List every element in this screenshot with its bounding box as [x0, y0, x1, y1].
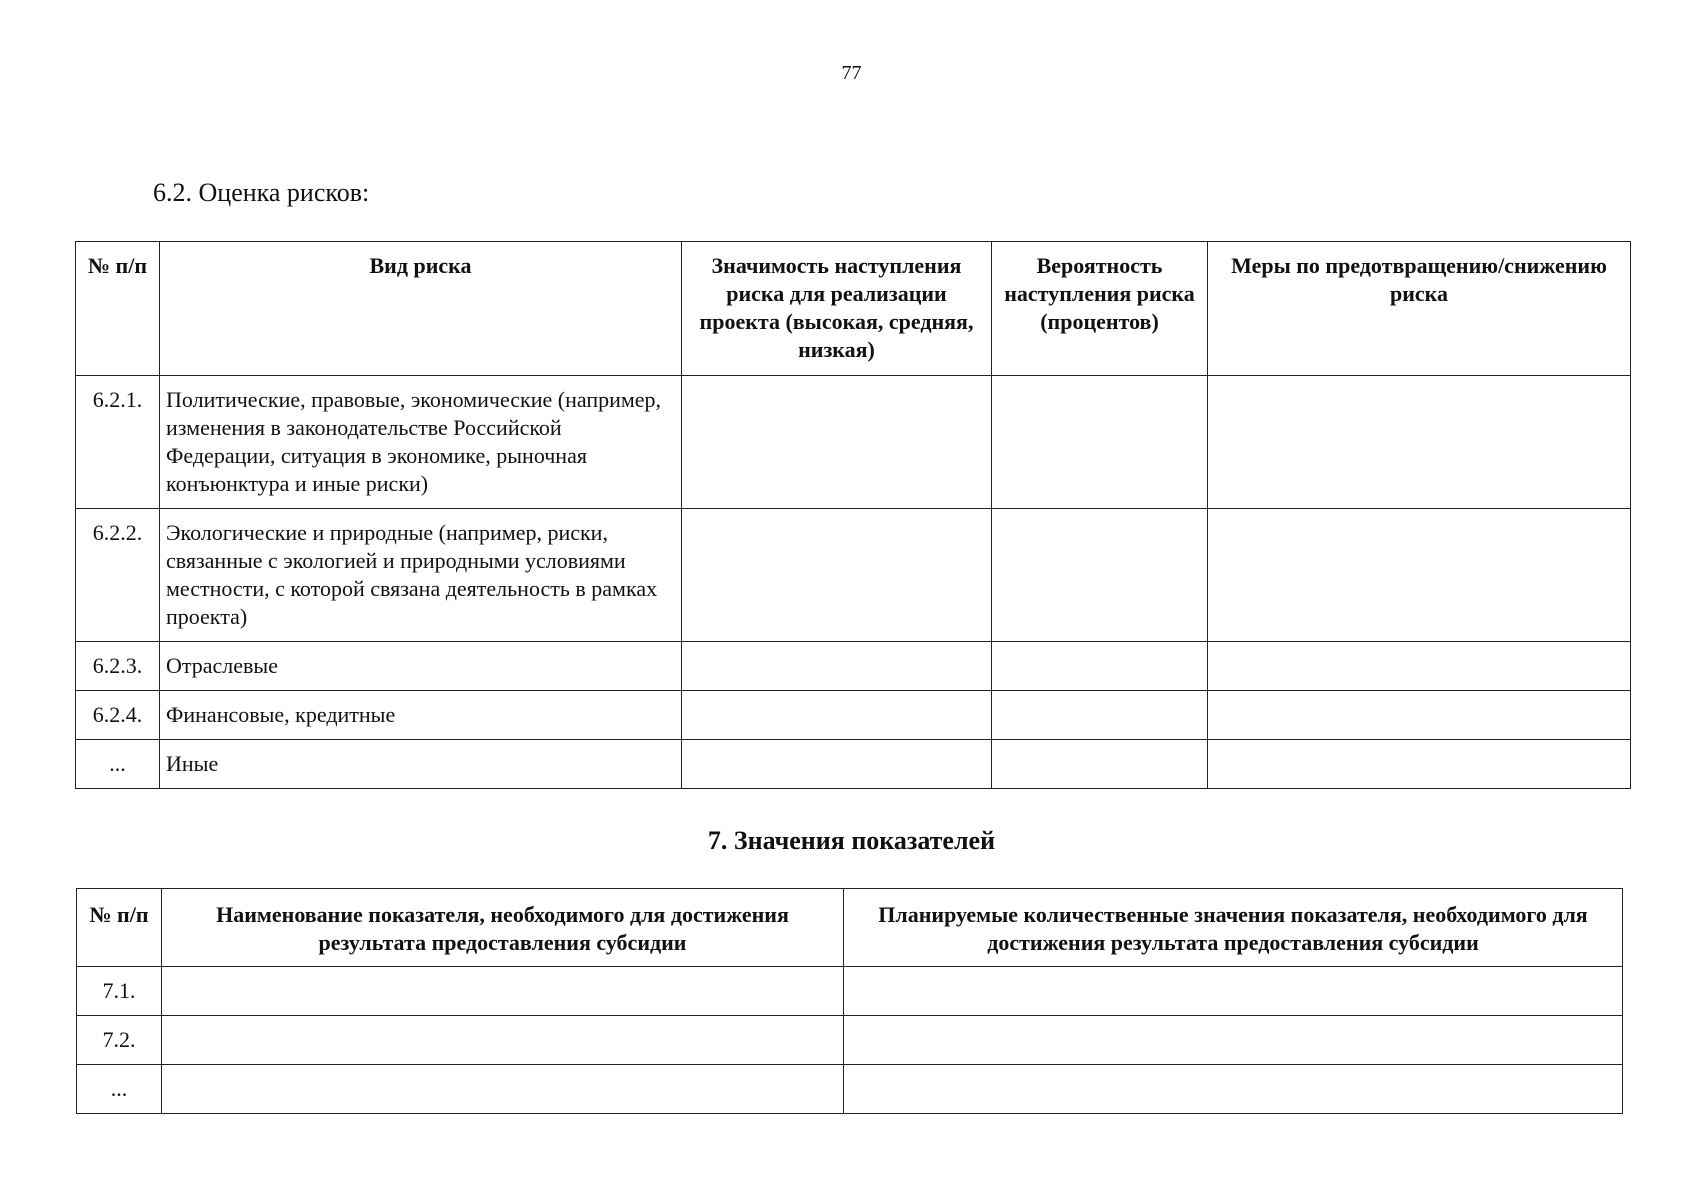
row-num: 6.2.2.: [76, 509, 160, 642]
row-risk-type: Политические, правовые, экономические (например, изменения в законодательстве Российской Федерации, ситуация в экономике, рыночная конъюнктура и иные риски): [160, 376, 682, 509]
header-num: № п/п: [76, 242, 160, 376]
row-measures: [1208, 740, 1631, 789]
header-planned-values: Планируемые количественные значения показателя, необходимого для достижения результата предоставления субсидии: [844, 889, 1623, 967]
indicators-table-header-row: [77, 889, 1623, 967]
row-measures: [1208, 691, 1631, 740]
row-probability: [992, 509, 1208, 642]
table-row: [76, 691, 1631, 740]
table-row: [76, 642, 1631, 691]
row-num: 6.2.4.: [76, 691, 160, 740]
risk-table-header-row: [76, 242, 1631, 376]
row-probability: [992, 376, 1208, 509]
row-significance: [682, 691, 992, 740]
row-measures: [1208, 376, 1631, 509]
row-probability: [992, 740, 1208, 789]
row-num: 7.2.: [77, 1016, 162, 1065]
row-probability: [992, 642, 1208, 691]
table-row: [77, 1065, 1623, 1114]
row-significance: [682, 509, 992, 642]
row-planned-values: [844, 1016, 1623, 1065]
indicators-table: [76, 888, 1623, 1114]
page-number: 77: [841, 62, 862, 84]
row-risk-type: Иные: [160, 740, 682, 789]
row-probability: [992, 691, 1208, 740]
table-row: [76, 740, 1631, 789]
header-risk-type: Вид риска: [160, 242, 682, 376]
section-7-title: 7. Значения показателей: [707, 826, 996, 855]
row-num: ...: [76, 740, 160, 789]
row-significance: [682, 376, 992, 509]
table-row: [77, 967, 1623, 1016]
row-num: 7.1.: [77, 967, 162, 1016]
row-planned-values: [844, 967, 1623, 1016]
table-row: [76, 376, 1631, 509]
row-planned-values: [844, 1065, 1623, 1114]
row-indicator-name: [162, 967, 844, 1016]
row-significance: [682, 642, 992, 691]
row-risk-type: Финансовые, кредитные: [160, 691, 682, 740]
header-probability: Вероятность наступления риска (процентов): [992, 242, 1208, 376]
row-measures: [1208, 642, 1631, 691]
risk-assessment-table: [75, 241, 1631, 789]
table-row: [77, 1016, 1623, 1065]
row-indicator-name: [162, 1065, 844, 1114]
row-num: 6.2.1.: [76, 376, 160, 509]
row-indicator-name: [162, 1016, 844, 1065]
header-num: № п/п: [77, 889, 162, 967]
row-risk-type: Отраслевые: [160, 642, 682, 691]
row-risk-type: Экологические и природные (например, риски, связанные с экологией и природными условиями местности, с которой связана деятельность в рамках проекта): [160, 509, 682, 642]
row-num: 6.2.3.: [76, 642, 160, 691]
header-indicator-name: Наименование показателя, необходимого для достижения результата предоставления субсидии: [162, 889, 844, 967]
section-6-2-title: 6.2. Оценка рисков:: [153, 178, 370, 207]
row-significance: [682, 740, 992, 789]
table-row: [76, 509, 1631, 642]
header-measures: Меры по предотвращению/снижению риска: [1208, 242, 1631, 376]
header-significance: Значимость наступления риска для реализации проекта (высокая, средняя, низкая): [682, 242, 992, 376]
row-num: ...: [77, 1065, 162, 1114]
row-measures: [1208, 509, 1631, 642]
